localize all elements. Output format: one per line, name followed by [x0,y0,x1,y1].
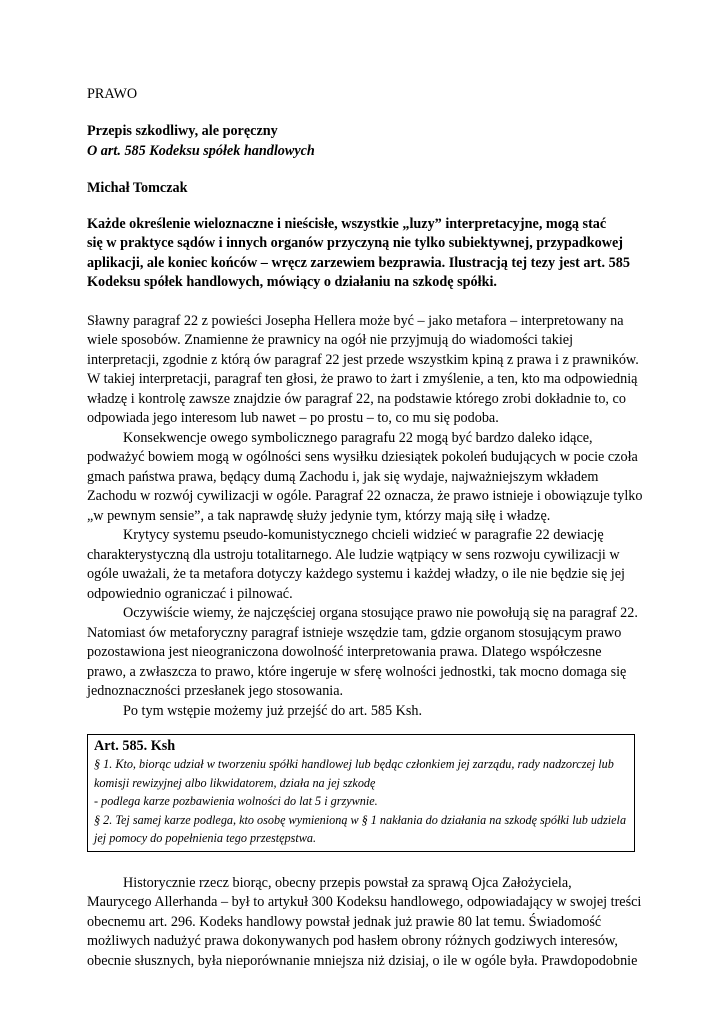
paragraph-line: pozostawiona jest nieograniczona dowolność interpretowania prawa. Dlatego współczesne [87,644,602,661]
document-page [87,84,643,971]
section-label: PRAWO [87,86,138,102]
body-paragraph [87,702,635,722]
paragraph-line: odpowiednio ograniczać i pilnować. [87,585,293,602]
paragraph-line: Natomiast ów metaforyczny paragraf istnieje wszędzie tam, gdzie organom stosującym prawo [87,624,622,641]
law-box-title: Art. 585. Ksh [94,738,176,755]
paragraph-line: Sławny paragraf 22 z powieści Josepha Hellera może być – jako metafora – interpretowany na [87,312,624,329]
law-quote-box [87,734,635,852]
lead-line: aplikacji, ale koniec końców – wręcz zarzewiem bezprawia. Ilustracją tej tezy jest art. 585 [87,254,630,271]
paragraph-line: Krytycy systemu pseudo-komunistycznego chcieli widzieć w paragrafie 22 dewiację [123,527,604,544]
lead-line: Każde określenie wieloznaczne i nieścisłe, wszystkie „luzy” interpretacyjne, mogą stać [87,216,607,232]
paragraph-line: gmach państwa prawa, będący dumą Zachodu i, jak się wydaje, najważniejszym wkładem [87,468,599,485]
lead-paragraph [87,215,635,293]
paragraph-line: Oczywiście wiemy, że najczęściej organa stosujące prawo nie powołują się na paragraf 22. [123,605,638,622]
paragraph-line: możliwych nadużyć prawa dokonywanych pod hasłem obrony różnych godziwych interesów, [87,933,618,950]
lead-line: Kodeksu spółek handlowych, mówiący o działaniu na szkodę spółki. [87,274,497,291]
paragraph-line: ogóle uważali, że ta metafora dotyczy każdego systemu i każdej władzy, o ile nie będzie się jej [87,566,625,583]
law-line: jej pomocy do popełnienia tego przestępstwa. [94,831,317,846]
paragraph-line: władzę i kontrolę zawsze znajdzie ów paragraf 22, na podstawie którego zrobi dokładnie to, co [87,390,626,407]
body-paragraph [87,312,639,429]
paragraph-line: obecnie słusznych, była nieporównanie mniejsza niż dzisiaj, o ile w ogóle była. Prawdopodobnie [87,952,638,969]
paragraph-line: Maurycego Allerhanda – był to artykuł 300 Kodeksu handlowego, odpowiadający w swojej treści [87,894,642,911]
law-line: komisji rewizyjnej albo likwidatorem, działa na jej szkodę [94,775,376,790]
body-paragraph [87,526,635,604]
body-paragraph [87,874,642,972]
lead-line: się w praktyce sądów i innych organów przyczyną nie tylko subiektywnej, przypadkowej [87,235,623,252]
law-text [94,755,628,848]
law-line: - podlega karze pozbawienia wolności do lat 5 i grzywnie. [94,794,378,809]
paragraph-line: obecnemu art. 296. Kodeks handlowy powstał jednak już prawie 80 lat temu. Świadomość [87,913,602,930]
paragraph-line: „w pewnym sensie”, a tak naprawdę służy jedynie tym, którzy mają siłę i władzę. [87,507,551,524]
paragraph-line: Zachodu w rozwój cywilizacji w ogóle. Paragraf 22 oznacza, że prawo istnieje i obowiązuje tylko [87,488,643,505]
paragraph-line: wiele sposobów. Znamienne że prawnicy na ogół nie przyjmują do wiadomości takiej [87,332,574,349]
paragraph-line: jednoznaczności przesłanek jego stosowania. [87,683,344,700]
paragraph-line: prawo, a zwłaszcza to prawo, które ingeruje w sferę wolności jednostki, tak mocno domaga się [87,663,627,680]
paragraph-line: odpowiada jego interesom lub nawet – po prostu – to, co mu się podoba. [87,410,499,427]
article-title: Przepis szkodliwy, ale poręczny [87,123,278,139]
paragraph-line: Po tym wstępie możemy już przejść do art. 585 Ksh. [123,702,423,719]
article-subtitle: O art. 585 Kodeksu spółek handlowych [87,143,315,159]
paragraph-line: Historycznie rzecz biorąc, obecny przepis powstał za sprawą Ojca Założyciela, [123,874,572,891]
paragraph-line: interpretacji, zgodnie z którą ów paragraf 22 jest przede wszystkim kpiną z prawa i z prawników. [87,351,639,368]
body-paragraph [87,604,638,702]
paragraph-line: charakterystyczną dla ustroju totalitarnego. Ale ludzie wątpiący w sens rozwoju cywilizacji w [87,546,620,563]
paragraph-line: Konsekwencje owego symbolicznego paragrafu 22 mogą być bardzo daleko idące, [123,429,593,446]
law-line: § 2. Tej samej karze podlega, kto osobę wymienioną w § 1 nakłania do działania na szkodę spółki lub udziela [94,812,627,827]
author-name: Michał Tomczak [87,180,188,196]
paragraph-line: W takiej interpretacji, paragraf ten głosi, że prawo to żart i zmyślenie, a ten, kto ma odpowiednią [87,371,638,388]
paragraph-line: podważyć bowiem mogą w ogólności sens wysiłku dziesiątek pokoleń budujących w pocie czoła [87,449,638,466]
law-line: § 1. Kto, biorąc udział w tworzeniu spółki handlowej lub będąc członkiem jej zarządu, rady nadzorczej lub [94,757,614,772]
body-paragraph [87,429,643,527]
